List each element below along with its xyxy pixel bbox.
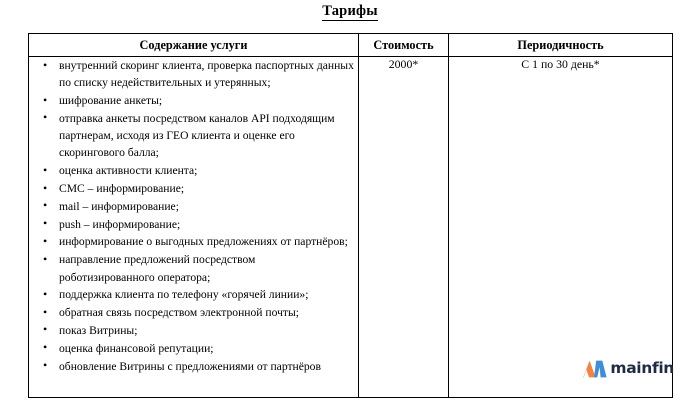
service-list-item: • оценка финансовой репутации;: [59, 340, 354, 357]
service-list-item: • информирование о выгодных предложениях от партнёров;: [59, 233, 354, 250]
service-list-item: • направление предложений посредством роботизированного оператора;: [59, 251, 354, 286]
mainfin-logo: [583, 360, 674, 378]
price-cell: 2000*: [359, 57, 449, 398]
service-cell: [29, 57, 359, 398]
service-list: [29, 57, 358, 375]
table-body: [29, 57, 673, 398]
service-list-item: • отправка анкеты посредством каналов API подходящим партнерам, исходя из ГЕО клиента и оценке его скорингового балла;: [59, 110, 354, 162]
column-header-service: Содержание услуги: [29, 34, 359, 57]
service-list-item: • СМС – информирование;: [59, 180, 354, 197]
period-value: С 1 по 30 день*: [521, 57, 600, 71]
table-row: [29, 57, 673, 398]
column-header-price: Стоимость: [359, 34, 449, 57]
service-list-item: • шифрование анкеты;: [59, 92, 354, 109]
service-list-item: • обновление Витрины с предложениями от партнёров: [59, 358, 354, 375]
service-list-item: • внутренний скоринг клиента, проверка паспортных данных по списку недействительных и утерянных;: [59, 57, 354, 92]
tariff-table: [28, 33, 673, 398]
service-list-item: • поддержка клиента по телефону «горячей линии»;: [59, 286, 354, 303]
period-cell: [449, 57, 673, 398]
service-list-item: • показ Витрины;: [59, 322, 354, 339]
page-title: [0, 2, 700, 21]
service-list-item: • push – информирование;: [59, 216, 354, 233]
mainfin-logo-icon: [583, 360, 607, 378]
table-header: [29, 34, 673, 57]
page-title-text: Тарифы: [322, 2, 378, 21]
service-list-item: • обратная связь посредством электронной почты;: [59, 304, 354, 321]
column-header-period: Периодичность: [449, 34, 673, 57]
service-list-item: • mail – информирование;: [59, 198, 354, 215]
mainfin-wordmark: mainfin: [610, 359, 674, 378]
table-header-row: [29, 34, 673, 57]
service-list-item: • оценка активности клиента;: [59, 162, 354, 179]
